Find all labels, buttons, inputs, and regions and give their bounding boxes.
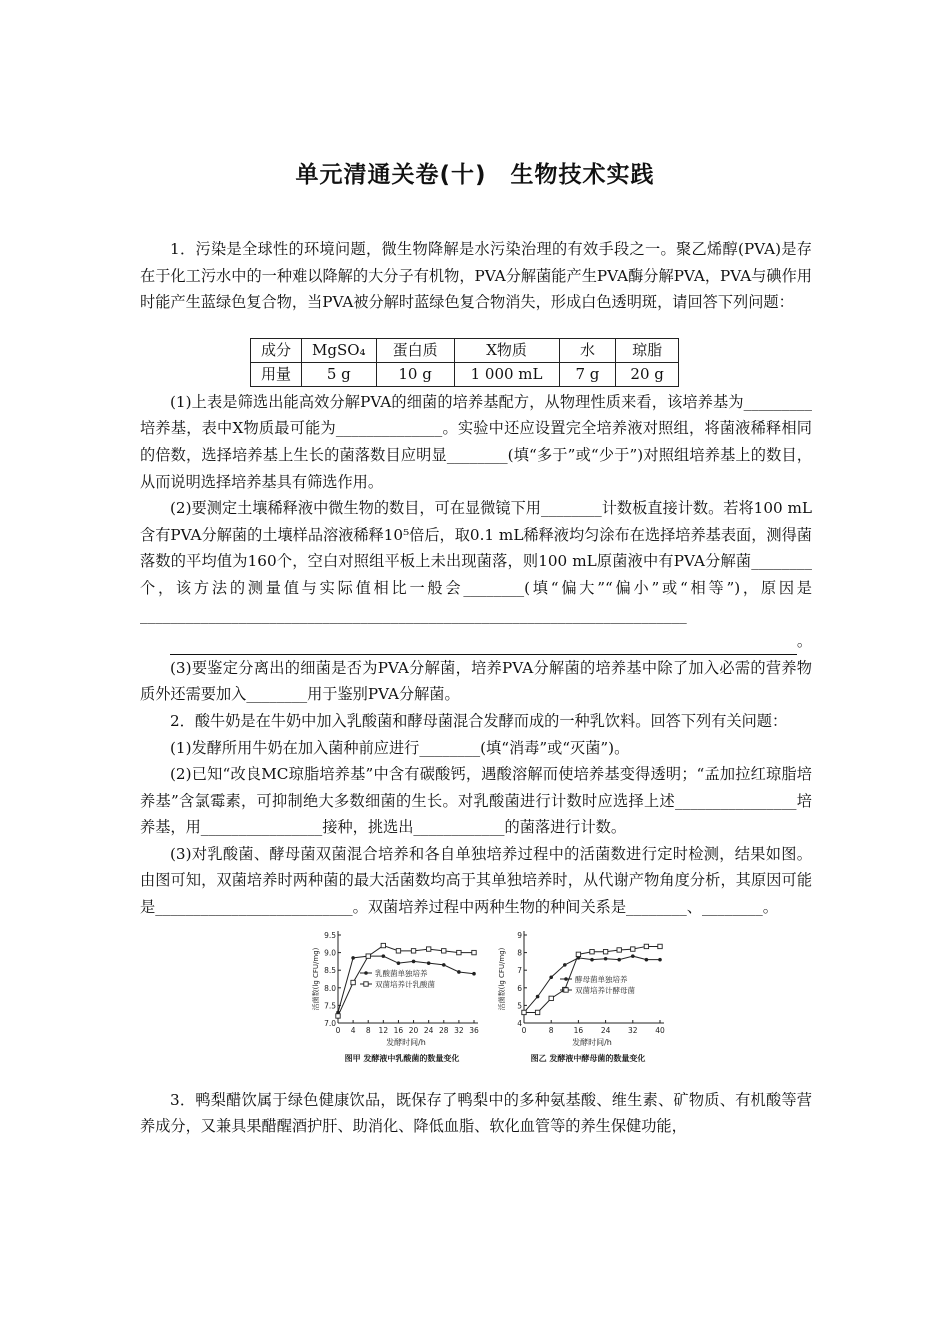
x-tick-label: 24 bbox=[600, 1025, 611, 1035]
data-point bbox=[472, 950, 476, 954]
table-cell: 用量 bbox=[251, 362, 302, 386]
data-point bbox=[396, 948, 400, 952]
data-point bbox=[366, 954, 370, 958]
data-point bbox=[457, 970, 461, 974]
y-tick-label: 7.5 bbox=[324, 1001, 336, 1011]
y-axis-label: 活菌数(lg CFU/mg) bbox=[498, 947, 506, 1011]
table-cell: 蛋白质 bbox=[376, 338, 454, 362]
legend-marker bbox=[364, 971, 368, 975]
chart-title: 图甲 发酵液中乳酸菌的数量变化 bbox=[344, 1053, 460, 1063]
y-tick-label: 4 bbox=[517, 1018, 522, 1028]
composition-table bbox=[250, 338, 679, 387]
data-point bbox=[412, 959, 416, 963]
figures bbox=[140, 927, 812, 1079]
y-tick-label: 9.5 bbox=[324, 930, 336, 940]
table-cell: 水 bbox=[559, 338, 616, 362]
table-cell: 琼脂 bbox=[616, 338, 678, 362]
chart-lactobacillus bbox=[308, 927, 498, 1077]
legend-label: 酵母菌单独培养 bbox=[575, 974, 628, 984]
data-point bbox=[411, 948, 415, 952]
y-tick-label: 8 bbox=[517, 948, 522, 958]
data-point bbox=[457, 950, 461, 954]
chart-title: 图乙 发酵液中酵母菌的数量变化 bbox=[530, 1053, 646, 1063]
x-tick-label: 0 bbox=[521, 1025, 527, 1035]
y-tick-label: 8.0 bbox=[324, 983, 336, 993]
data-point bbox=[442, 948, 446, 952]
x-tick-label: 40 bbox=[655, 1025, 665, 1035]
table-cell: MgSO₄ bbox=[302, 338, 377, 362]
table-cell: 7 g bbox=[559, 362, 616, 386]
data-point bbox=[658, 944, 662, 948]
table-cell: 20 g bbox=[616, 362, 678, 386]
data-point bbox=[336, 1013, 340, 1017]
x-tick-label: 4 bbox=[350, 1025, 356, 1035]
y-tick-label: 7.0 bbox=[324, 1018, 336, 1028]
x-axis-label: 发酵时间/h bbox=[386, 1037, 426, 1047]
table-cell: 1 000 mL bbox=[454, 362, 559, 386]
answer-line-end: 。 bbox=[796, 632, 812, 651]
data-point bbox=[590, 949, 594, 953]
x-tick-label: 20 bbox=[408, 1025, 419, 1035]
y-axis-label: 活菌数(lg CFU/mg) bbox=[312, 947, 320, 1011]
data-point bbox=[549, 996, 553, 1000]
q3-intro: 3．鸭梨醋饮属于绿色健康饮品，既保存了鸭梨中的多种氨基酸、维生素、矿物质、有机酸等营养成分，又兼具果醋醒酒护肝、助消化、降低血脂、软化血管等的养生保健功能， bbox=[140, 1090, 812, 1136]
x-tick-label: 16 bbox=[573, 1025, 584, 1035]
data-point bbox=[603, 949, 607, 953]
x-tick-label: 32 bbox=[628, 1025, 638, 1035]
x-tick-label: 12 bbox=[378, 1025, 389, 1035]
data-point bbox=[576, 952, 580, 956]
x-tick-label: 8 bbox=[548, 1025, 554, 1035]
answer-line-row bbox=[140, 628, 812, 655]
series-line bbox=[524, 956, 660, 1012]
data-point bbox=[644, 944, 648, 948]
table-cell: X物质 bbox=[454, 338, 559, 362]
legend-label: 双菌培养计酵母菌 bbox=[575, 985, 635, 995]
x-tick-label: 0 bbox=[335, 1025, 341, 1035]
table-row bbox=[251, 338, 679, 362]
q1-part2: (2)要测定土壤稀释液中微生物的数目，可在显微镜下用________计数板直接计数。若将100 mL含有PVA分解菌的土壤样品溶液稀释10⁵倍后，取0.1 mL稀释液均匀涂布在选择培养基表面，测得菌落数的平均值为160个，空白对照组平板上未出现菌落，则100 mL原菌液中有PVA分解菌________个，该方法的测量值与实际值相比一般会________(填“偏大”“偏小”或“相等”)，原因是________________________________________________________________________ bbox=[140, 499, 812, 624]
q2-part1: (1)发酵所用牛奶在加入菌种前应进行________(填“消毒”或“灭菌”)。 bbox=[170, 738, 630, 757]
table-row bbox=[251, 362, 679, 386]
data-point bbox=[617, 947, 621, 951]
data-point bbox=[427, 961, 431, 965]
x-tick-label: 28 bbox=[439, 1025, 449, 1035]
data-point bbox=[382, 954, 386, 958]
content bbox=[140, 236, 812, 1140]
data-point bbox=[658, 957, 662, 961]
data-point bbox=[472, 972, 476, 976]
q2-intro: 2．酸牛奶是在牛奶中加入乳酸菌和酵母菌混合发酵而成的一种乳饮料。回答下列有关问题： bbox=[170, 711, 788, 730]
data-point bbox=[631, 947, 635, 951]
y-tick-label: 5 bbox=[517, 1001, 522, 1011]
data-point bbox=[351, 980, 355, 984]
y-tick-label: 9 bbox=[517, 930, 522, 940]
x-tick-label: 24 bbox=[423, 1025, 434, 1035]
data-point bbox=[590, 957, 594, 961]
x-axis-label: 发酵时间/h bbox=[572, 1037, 612, 1047]
table-cell: 10 g bbox=[376, 362, 454, 386]
table-cell: 成分 bbox=[251, 338, 302, 362]
data-point bbox=[549, 975, 553, 979]
chart-yeast bbox=[500, 927, 690, 1077]
x-tick-label: 32 bbox=[454, 1025, 464, 1035]
x-tick-label: 16 bbox=[393, 1025, 404, 1035]
q1-part1: (1)上表是筛选出能高效分解PVA的细菌的培养基配方，从物理性质来看，该培养基为_________培养基，表中X物质最可能为______________。实验中还应设置完全培养液对照组，将菌液稀释相同的倍数，选择培养基上生长的菌落数目应明显________(填“多于”或“少于”)对照组培养基上的数目，从而说明选择培养基具有筛选作用。 bbox=[140, 392, 812, 491]
data-point bbox=[645, 957, 649, 961]
q2-part3: (3)对乳酸菌、酵母菌双菌混合培养和各自单独培养过程中的活菌数进行定时检测，结果如图。由图可知，双菌培养时两种菌的最大活菌数均高于其单独培养时，从代谢产物角度分析，其原因可能是__________________________。双菌培养过程中两种生物的种间关系是________、________。 bbox=[140, 844, 812, 917]
legend-marker bbox=[564, 977, 568, 981]
x-tick-label: 8 bbox=[365, 1025, 371, 1035]
x-tick-label: 36 bbox=[469, 1025, 479, 1035]
q1-part3: (3)要鉴定分离出的细菌是否为PVA分解菌，培养PVA分解菌的培养基中除了加入必需的营养物质外还需要加入________用于鉴别PVA分解菌。 bbox=[140, 658, 812, 704]
data-point bbox=[631, 954, 635, 958]
legend-marker bbox=[364, 981, 368, 985]
data-point bbox=[522, 1010, 526, 1014]
page-title: 单元清通关卷(十) 生物技术实践 bbox=[295, 162, 655, 188]
legend-label: 双菌培养计乳酸菌 bbox=[375, 979, 435, 989]
y-tick-label: 6 bbox=[517, 983, 522, 993]
y-tick-label: 7 bbox=[517, 965, 522, 975]
q1-intro: 1．污染是全球性的环境问题，微生物降解是水污染治理的有效手段之一。聚乙烯醇(PVA)是存在于化工污水中的一种难以降解的大分子有机物，PVA分解菌能产生PVA酶分解PVA，PVA与碘作用时能产生蓝绿色复合物，当PVA被分解时蓝绿色复合物消失，形成白色透明斑，请回答下列问题： bbox=[140, 240, 812, 312]
legend-label: 乳酸菌单独培养 bbox=[375, 968, 428, 978]
data-point bbox=[426, 947, 430, 951]
table-cell: 5 g bbox=[302, 362, 377, 386]
q2-part2: (2)已知“改良MC琼脂培养基”中含有碳酸钙，遇酸溶解而使培养基变得透明；“孟加拉红琼脂培养基”含氯霉素，可抑制绝大多数细菌的生长。对乳酸菌进行计数时应选择上述________________培养基，用________________接种，挑选出____________的菌落进行计数。 bbox=[140, 765, 812, 837]
data-point bbox=[536, 994, 540, 998]
data-point bbox=[535, 1010, 539, 1014]
data-point bbox=[563, 963, 567, 967]
answer-line bbox=[170, 631, 797, 655]
y-tick-label: 8.5 bbox=[324, 965, 336, 975]
y-tick-label: 9.0 bbox=[324, 948, 336, 958]
legend-marker bbox=[564, 987, 568, 991]
data-point bbox=[381, 943, 385, 947]
data-point bbox=[442, 963, 446, 967]
data-point bbox=[617, 957, 621, 961]
data-point bbox=[397, 961, 401, 965]
data-point bbox=[351, 956, 355, 960]
data-point bbox=[604, 957, 608, 961]
